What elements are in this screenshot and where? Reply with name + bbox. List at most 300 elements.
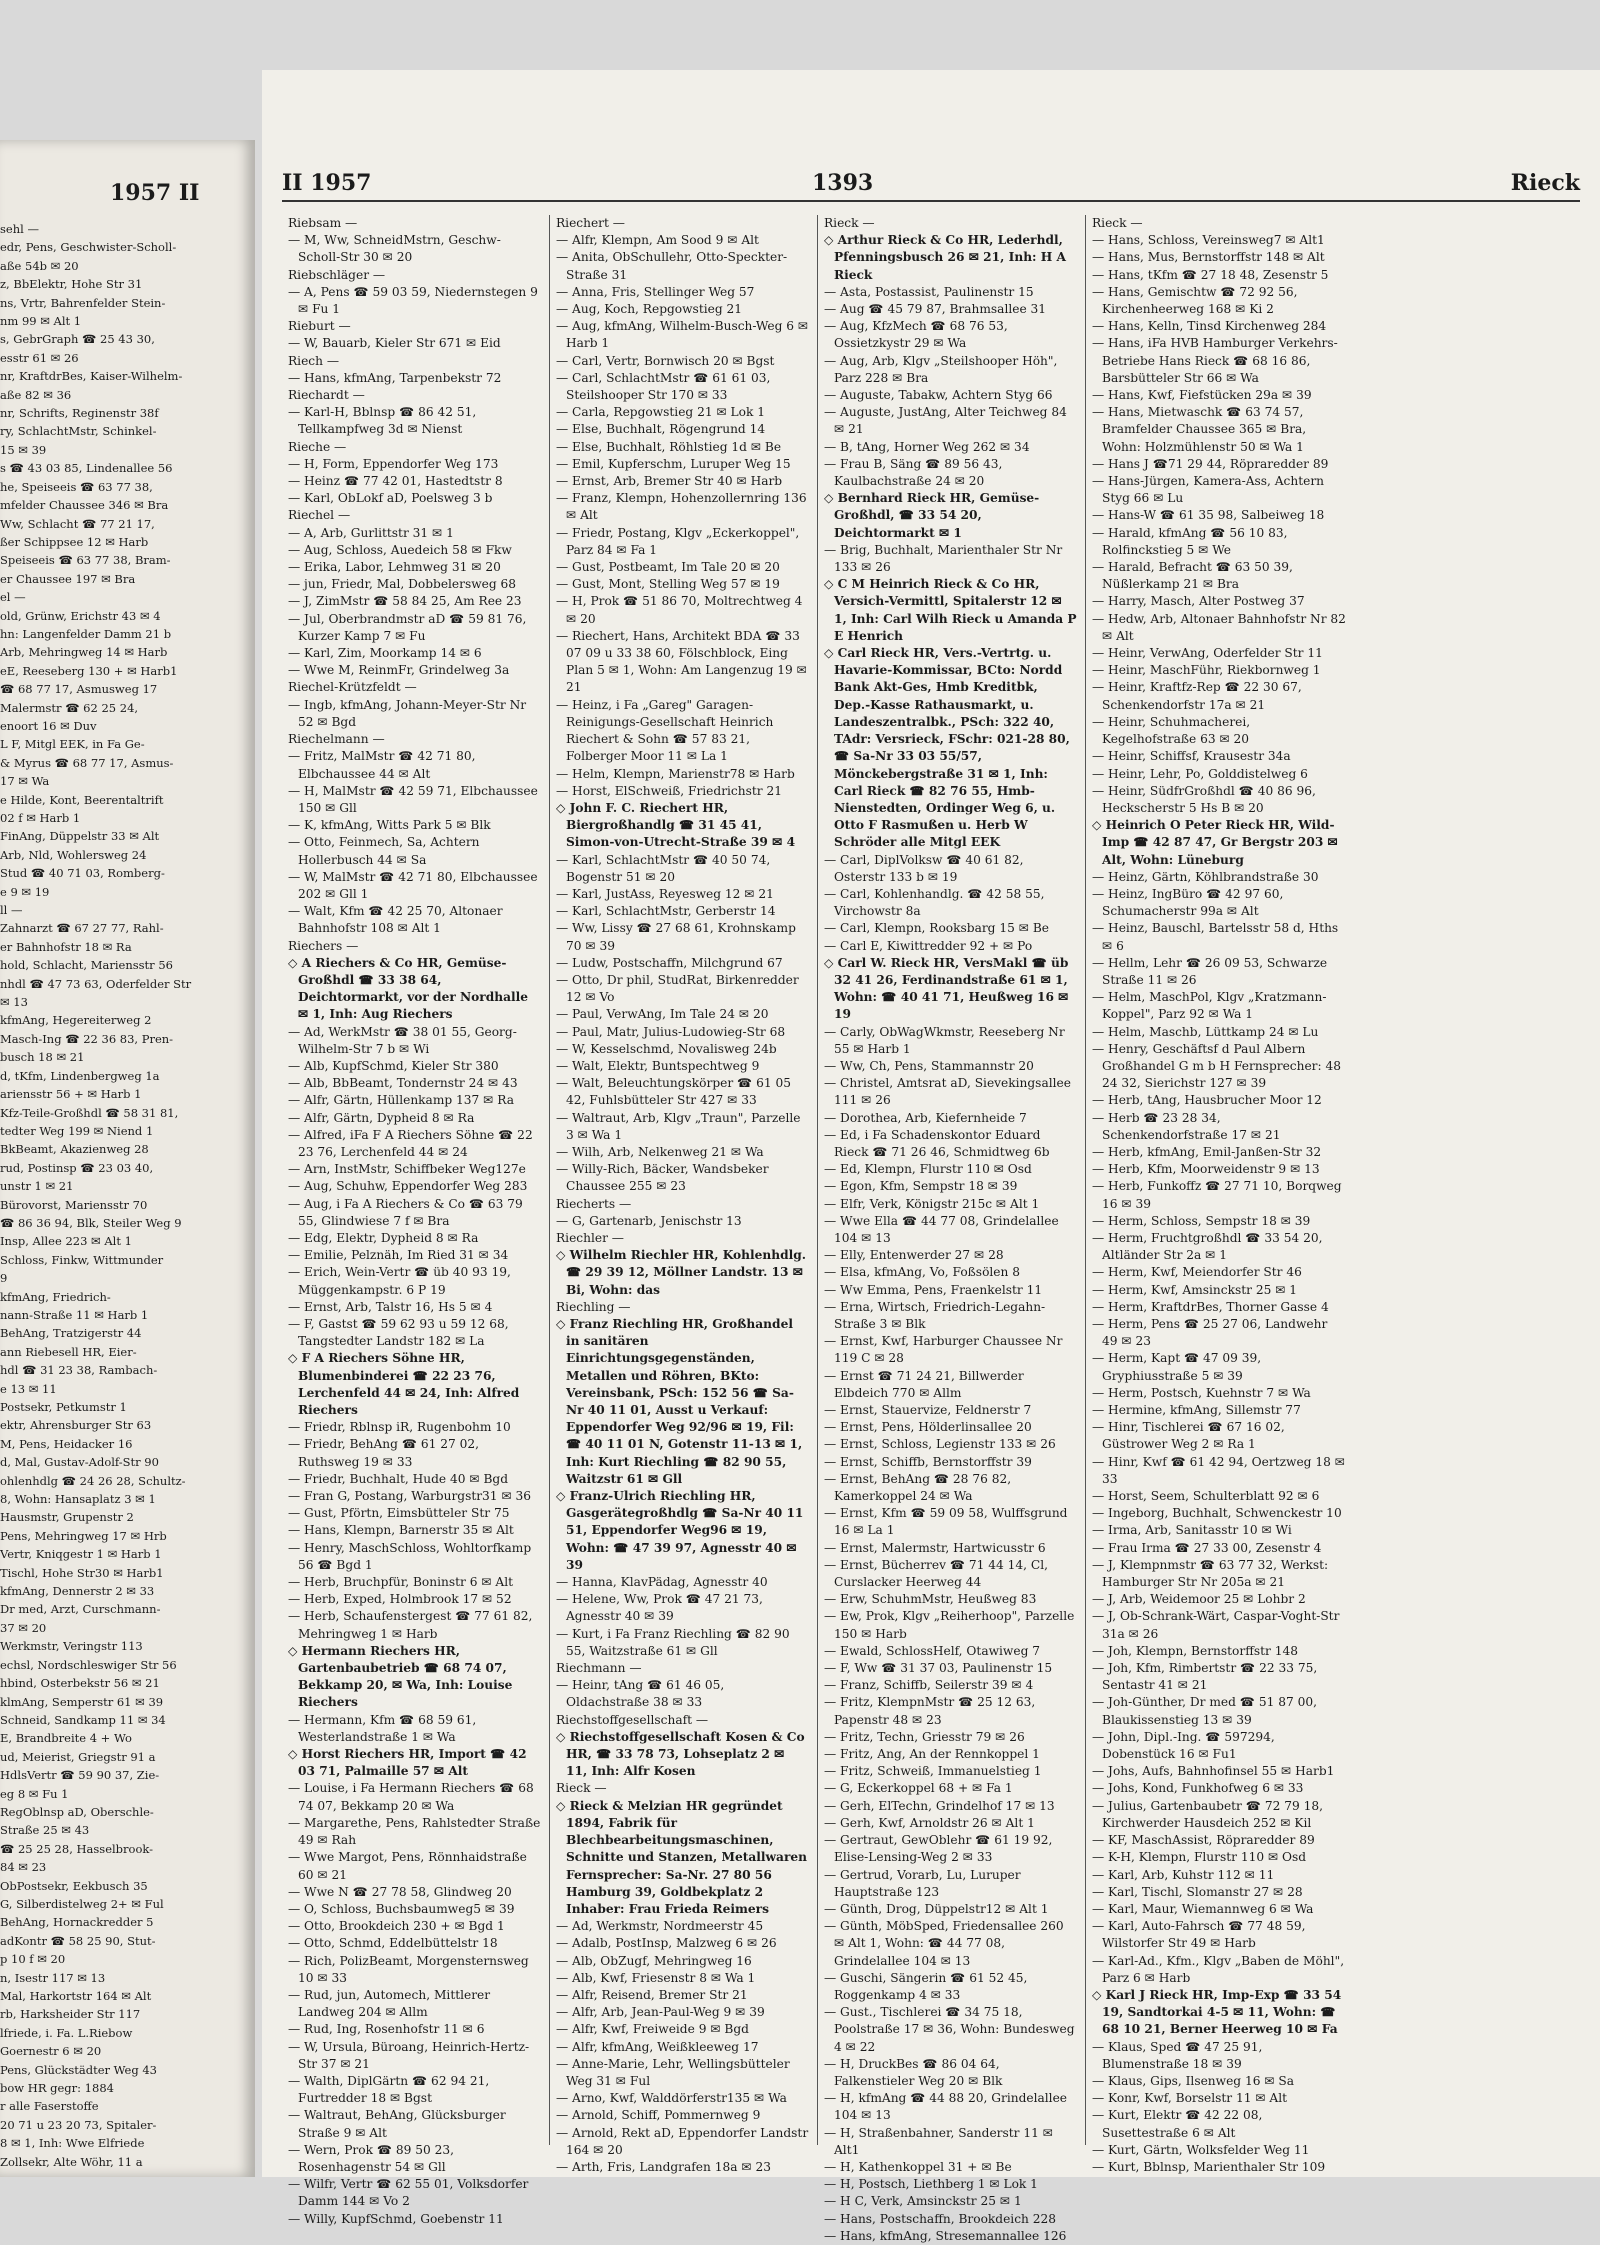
directory-entry: — Ww, Ch, Pens, Stammannstr 20 <box>824 1058 1034 1073</box>
directory-column-4 <box>1086 215 1354 2174</box>
directory-entry-firm: ◇ Wilhelm Riechler HR, Kohlenhdlg. ☎ 29 39 12, Möllner Landstr. 13 ✉ Bi, Wohn: das <box>556 1248 807 1297</box>
directory-entry-firm: ◇ A Riechers & Co HR, Gemüse-Großhdl ☎ 33 38 64, Deichtormarkt, vor der Nordhalle ✉ 1, Inh: Aug Riechers <box>288 955 528 1022</box>
directory-surname-heading: Riechel — <box>288 508 351 523</box>
directory-entry: — Erw, SchuhmMstr, Heußweg 83 <box>824 1592 1037 1607</box>
directory-entry: — Henry, MaschSchloss, Wohltorfkamp 56 ☎ Bgd 1 <box>288 1540 532 1572</box>
directory-entry-firm: ◇ C M Heinrich Rieck & Co HR, Versich-Vermittl, Spitalerstr 12 ✉ 1, Inh: Carl Wilh Rieck u Amanda P E Henrich <box>824 577 1077 643</box>
left-page-line: p 10 f ✉ 20 <box>0 1952 66 1967</box>
directory-entry: — Gust, Pförtn, Eimsbütteler Str 75 <box>288 1506 510 1521</box>
directory-entry: — Gertraut, GewOblehr ☎ 61 19 92, Elise-Lensing-Weg 2 ✉ 33 <box>824 1833 1053 1865</box>
directory-entry: — Fritz, Techn, Griesstr 79 ✉ 26 <box>824 1729 1025 1744</box>
directory-entry: — Helm, MaschPol, Klgv „Kratzmann-Koppel", Parz 92 ✉ Wa 1 <box>1092 990 1327 1022</box>
left-page-line: Zollsekr, Alte Wöhr, 11 a <box>0 2154 143 2169</box>
directory-entry: — Aug, kfmAng, Wilhelm-Busch-Weg 6 ✉ Harb 1 <box>556 319 809 351</box>
directory-entry: — H, kfmAng ☎ 44 88 20, Grindelallee 104 ✉ 13 <box>824 2091 1068 2123</box>
directory-entry: — Horst, Seem, Schulterblatt 92 ✉ 6 <box>1092 1489 1320 1504</box>
directory-entry-firm: ◇ John F. C. Riechert HR, Biergroßhandlg ☎ 31 45 41, Simon-von-Utrecht-Straße 39 ✉ 4 <box>556 800 796 850</box>
directory-entry: — B, tAng, Horner Weg 262 ✉ 34 <box>824 439 1030 454</box>
directory-entry: — Hans, iFa HVB Hamburger Verkehrs-Betriebe Hans Rieck ☎ 68 16 86, Barsbütteler Str 66 ✉ Wa <box>1092 336 1338 385</box>
left-page-line: 9 <box>0 1271 8 1286</box>
left-page-column <box>0 220 250 2171</box>
directory-surname-heading: Rieche — <box>288 439 347 454</box>
directory-entry: — Walt, Elektr, Buntspechtweg 9 <box>556 1058 760 1073</box>
left-page-line: ☎ 25 25 28, Hasselbrook- <box>0 1841 154 1856</box>
left-page-line: s ☎ 43 03 85, Lindenallee 56 <box>0 461 173 476</box>
directory-entry: — Hans, Mietwaschk ☎ 63 74 57, Bramfelder Chaussee 365 ✉ Bra, Wohn: Holzmühlenstr 50 ✉ Wa 1 <box>1092 405 1307 454</box>
directory-entry: — Ernst, Stauervize, Feldnerstr 7 <box>824 1403 1032 1418</box>
left-page-line: Schloss, Finkw, Wittmunder <box>0 1252 164 1267</box>
directory-entry: — Herb, Schaufenstergest ☎ 77 61 82, Mehringweg 1 ✉ Harb <box>288 1609 533 1641</box>
directory-entry: — Gust, Postbeamt, Im Tale 20 ✉ 20 <box>556 560 780 575</box>
directory-entry: — Arnold, Schiff, Pommernweg 9 <box>556 2108 761 2123</box>
directory-entry: — Carly, ObWagWkmstr, Reeseberg Nr 55 ✉ Harb 1 <box>824 1024 1065 1056</box>
directory-entry: — Arth, Fris, Landgrafen 18a ✉ 23 <box>556 2159 771 2174</box>
directory-entry: — Heinr, Schiffsf, Krausestr 34a <box>1092 749 1291 764</box>
directory-entry: — F, Ww ☎ 31 37 03, Paulinenstr 15 <box>824 1661 1053 1676</box>
directory-entry: — Willy, KupfSchmd, Goebenstr 11 <box>288 2211 504 2226</box>
left-page-line: d, Mal, Gustav-Adolf-Str 90 <box>0 1455 159 1470</box>
directory-entry: — O, Schloss, Buchsbaumweg5 ✉ 39 <box>288 1901 515 1916</box>
left-page-line: el — <box>0 590 26 605</box>
directory-entry: — Egon, Kfm, Sempstr 18 ✉ 39 <box>824 1179 1018 1194</box>
left-page-line: tedter Weg 199 ✉ Niend 1 <box>0 1123 154 1138</box>
directory-entry: — Hans J ☎71 29 44, Röpraredder 89 <box>1092 456 1329 471</box>
directory-entry: — Waltraut, Arb, Klgv „Traun", Parzelle 3 ✉ Wa 1 <box>556 1110 801 1142</box>
left-page-line: ann Riebesell HR, Eier- <box>0 1344 137 1359</box>
directory-entry: — Herm, Schloss, Sempstr 18 ✉ 39 <box>1092 1213 1311 1228</box>
left-page-line: Pens, Mehringweg 17 ✉ Hrb <box>0 1528 167 1543</box>
left-page-line: FinAng, Düppelstr 33 ✉ Alt <box>0 829 160 844</box>
directory-entry: — Ernst, Bücherrev ☎ 71 44 14, Cl, Curslacker Heerweg 44 <box>824 1557 1049 1590</box>
directory-entry: — Herb, Bruchpfür, Boninstr 6 ✉ Alt <box>288 1575 514 1590</box>
directory-surname-heading: Rieck — <box>556 1781 607 1796</box>
directory-entry: — Hermine, kfmAng, Sillemstr 77 <box>1092 1403 1301 1418</box>
left-page-line: 8, Wohn: Hansaplatz 3 ✉ 1 <box>0 1492 156 1507</box>
directory-entry: — Brig, Buchhalt, Marienthaler Str Nr 133 ✉ 26 <box>824 542 1063 575</box>
directory-entry: — Ad, Werkmstr, Nordmeerstr 45 <box>556 1919 764 1934</box>
directory-entry: — Aug, Schloss, Auedeich 58 ✉ Fkw <box>288 542 512 557</box>
directory-entry: — Elfr, Verk, Königstr 215c ✉ Alt 1 <box>824 1196 1040 1211</box>
directory-entry: — J, ZimMstr ☎ 58 84 25, Am Ree 23 <box>288 594 522 609</box>
directory-columns <box>282 215 1582 2243</box>
directory-entry: — H, Kathenkoppel 31 + ✉ Be <box>824 2159 1012 2174</box>
directory-entry: — G, Gartenarb, Jenischstr 13 <box>556 1213 742 1228</box>
directory-entry: — Friedr, Rblnsp iR, Rugenbohm 10 <box>288 1420 511 1435</box>
left-page-line: 37 ✉ 20 <box>0 1620 47 1635</box>
left-page-line: klmAng, Semperstr 61 ✉ 39 <box>0 1694 164 1709</box>
directory-entry: — Hans, Mus, Bernstorffstr 148 ✉ Alt <box>1092 250 1325 265</box>
directory-entry: — Guschi, Sängerin ☎ 61 52 45, Roggenkamp 4 ✉ 33 <box>824 1970 1028 2002</box>
left-page-line: & Myrus ☎ 68 77 17, Asmus- <box>0 755 174 770</box>
directory-surname-heading: Riechelmann — <box>288 732 385 747</box>
directory-entry-firm: ◇ Hermann Riechers HR, Gartenbaubetrieb ☎ 68 74 07, Bekkamp 20, ✉ Wa, Inh: Louise Riechers <box>288 1643 513 1710</box>
directory-entry: — Ernst, BehAng ☎ 28 76 82, Kamerkoppel 24 ✉ Wa <box>824 1471 1012 1504</box>
directory-entry: — Arno, Kwf, Walddörferstr135 ✉ Wa <box>556 2091 787 2106</box>
directory-entry: — A, Arb, Gurlittstr 31 ✉ 1 <box>288 525 454 540</box>
left-page-line: er Bahnhofstr 18 ✉ Ra <box>0 939 132 954</box>
directory-entry: — K, kfmAng, Witts Park 5 ✉ Blk <box>288 818 491 833</box>
directory-entry: — Günth, Drog, Düppelstr12 ✉ Alt 1 <box>824 1901 1049 1916</box>
directory-entry: — Anna, Fris, Stellinger Weg 57 <box>556 284 755 299</box>
directory-entry: — Julius, Gartenbaubetr ☎ 72 79 18, Kirchwerder Hausdeich 252 ✉ Kil <box>1092 1798 1323 1830</box>
directory-entry: — Heinr, Schuhmacherei, Kegelhofstraße 63 ✉ 20 <box>1092 714 1251 747</box>
directory-entry: — Johs, Kond, Funkhofweg 6 ✉ 33 <box>1092 1781 1304 1796</box>
directory-entry: — Auguste, JustAng, Alter Teichweg 84 ✉ 21 <box>824 405 1067 437</box>
directory-surname-heading: Riebschläger — <box>288 267 386 282</box>
left-page-line: Vertr, Kniqgestr 1 ✉ Harb 1 <box>0 1547 162 1562</box>
directory-entry-firm: ◇ Karl J Rieck HR, Imp-Exp ☎ 33 54 19, Sandtorkai 4-5 ✉ 11, Wohn: ☎ 68 10 21, Berner Heerweg 10 ✉ Fa <box>1092 1987 1342 2037</box>
directory-entry: — Hinr, Tischlerei ☎ 67 16 02, Güstrower Weg 2 ✉ Ra 1 <box>1092 1420 1285 1452</box>
directory-surname-heading: Riechstoffgesellschaft — <box>556 1712 709 1727</box>
directory-entry: — Franz, Klempn, Hohenzollernring 136 ✉ Alt <box>556 491 807 523</box>
left-page-line: ObPostsekr, Eekbusch 35 <box>0 1878 148 1893</box>
directory-entry: — Ernst, Pens, Hölderlinsallee 20 <box>824 1420 1032 1435</box>
left-page-line: ll — <box>0 903 23 918</box>
left-page-line: kfmAng, Friedrich- <box>0 1289 111 1304</box>
directory-entry: — Aug, Koch, Repgowstieg 21 <box>556 302 743 317</box>
left-page <box>0 140 255 2177</box>
directory-entry: — KF, MaschAssist, Röpraredder 89 <box>1092 1833 1315 1848</box>
directory-entry: — Karl-Ad., Kfm., Klgv „Baben de Möhl", Parz 6 ✉ Harb <box>1092 1953 1345 1985</box>
directory-entry: — Herm, Pens ☎ 25 27 06, Landwehr 49 ✉ 23 <box>1092 1317 1328 1349</box>
running-header <box>282 170 1580 202</box>
directory-entry: — Herb, Funkoffz ☎ 27 71 10, Borqweg 16 ✉ 39 <box>1092 1179 1342 1211</box>
directory-entry: — Heinz, IngBüro ☎ 42 97 60, Schumacherstr 99a ✉ Alt <box>1092 886 1284 919</box>
left-page-line: L F, Mitgl EEK, in Fa Ge- <box>0 737 145 752</box>
left-page-line: Zahnarzt ☎ 67 27 77, Rahl- <box>0 921 164 936</box>
left-page-line: RegOblnsp aD, Oberschle- <box>0 1804 154 1819</box>
directory-entry-firm: ◇ Franz Riechling HR, Großhandel in sanitären Einrichtungsgegenständen, Metallen und Röhren, BKto: Vereinsbank, PSch: 152 56 ☎ Sa-Nr 40 11 01, Ausst u Verkauf: Eppendorfer Weg 92/96 ✉ 19, Fil: ☎ 40 11 01 N, Gotenstr 11-13 ✉ 1, Inh: Kurt Riechling ☎ 82 90 55, Waitzstr 61 ✉ Gll <box>556 1317 803 1486</box>
directory-entry: — Aug, KfzMech ☎ 68 76 53, Ossietzkystr 29 ✉ Wa <box>824 319 1008 351</box>
directory-entry: — Gerh, Kwf, Arnoldstr 26 ✉ Alt 1 <box>824 1815 1035 1830</box>
directory-entry: — Gust., Tischlerei ☎ 34 75 18, Poolstraße 17 ✉ 36, Wohn: Bundesweg 4 ✉ 22 <box>824 2005 1075 2054</box>
directory-entry-firm: ◇ Rieck & Melzian HR gegründet 1894, Fabrik für Blechbearbeitungsmaschinen, Schnitte und Stanzen, Metallwaren Fernsprecher: Sa-Nr. 27 80 56 Hamburg 39, Goldbekplatz 2 Inhaber: Frau Frieda Reimers <box>556 1798 807 1916</box>
left-page-line: 17 ✉ Wa <box>0 774 50 789</box>
left-page-line: hbind, Osterbekstr 56 ✉ 21 <box>0 1676 160 1691</box>
directory-entry: — Fritz, KlempnMstr ☎ 25 12 63, Papenstr 48 ✉ 23 <box>824 1695 1036 1727</box>
directory-entry: — Gertrud, Vorarb, Lu, Luruper Hauptstraße 123 <box>824 1867 1021 1899</box>
directory-entry: — W, Bauarb, Kieler Str 671 ✉ Eid <box>288 336 501 351</box>
directory-entry: — Ed, Klempn, Flurstr 110 ✉ Osd <box>824 1162 1032 1177</box>
left-page-line: rud, Postinsp ☎ 23 03 40, <box>0 1160 154 1175</box>
directory-entry: — J, Klempnmstr ☎ 63 77 32, Werkst: Hamburger Str Nr 205a ✉ 21 <box>1092 1557 1329 1590</box>
directory-entry: — Emilie, Pelznäh, Im Ried 31 ✉ 34 <box>288 1248 509 1263</box>
directory-entry: — Ingb, kfmAng, Johann-Meyer-Str Nr 52 ✉ Bgd <box>288 697 527 729</box>
left-page-line: nm 99 ✉ Alt 1 <box>0 314 82 329</box>
left-page-line: aße 82 ✉ 36 <box>0 387 72 402</box>
directory-entry: — Anita, ObSchullehr, Otto-Speckter-Straße 31 <box>556 250 788 282</box>
directory-entry: — H, Straßenbahner, Sanderstr 11 ✉ Alt1 <box>824 2125 1053 2157</box>
directory-entry: — Wilh, Arb, Nelkenweg 21 ✉ Wa <box>556 1144 764 1159</box>
directory-entry: — Karl-H, Bblnsp ☎ 86 42 51, Tellkampfweg 3d ✉ Nienst <box>288 405 477 437</box>
directory-entry: — Ernst ☎ 71 24 21, Billwerder Elbdeich 770 ✉ Allm <box>824 1368 1024 1400</box>
directory-surname-heading: Rieck — <box>1092 216 1143 230</box>
left-page-line: 02 f ✉ Harb 1 <box>0 811 81 825</box>
directory-entry: — Karl, JustAss, Reyesweg 12 ✉ 21 <box>556 886 774 901</box>
directory-entry: — Alfr, Gärtn, Hüllenkamp 137 ✉ Ra <box>288 1093 514 1108</box>
left-page-line: n, Isestr 117 ✉ 13 <box>0 1970 106 1985</box>
left-page-line: ud, Meierist, Griegstr 91 a <box>0 1749 156 1764</box>
directory-entry: — Rud, Ing, Rosenhofstr 11 ✉ 6 <box>288 2022 485 2037</box>
directory-entry: — Erich, Wein-Vertr ☎ üb 40 93 19, Müggenkampstr. 6 P 19 <box>288 1265 511 1297</box>
directory-surname-heading: Riechel-Krützfeldt — <box>288 680 417 695</box>
left-page-line: Mal, Harkortstr 164 ✉ Alt <box>0 1989 152 2003</box>
left-page-line: Arb, Nld, Wohlersweg 24 <box>0 847 147 862</box>
directory-entry: — Ludw, Postschaffn, Milchgrund 67 <box>556 955 783 970</box>
directory-entry: — W, Kesselschmd, Novalisweg 24b <box>556 1041 777 1056</box>
directory-entry-firm: ◇ Bernhard Rieck HR, Gemüse-Großhdl, ☎ 33 54 20, Deichtormarkt ✉ 1 <box>824 491 1040 540</box>
left-page-line: nhdl ☎ 47 73 63, Oderfelder Str <box>0 976 192 991</box>
left-page-line: Speiseeis ☎ 63 77 38, Bram- <box>0 553 171 568</box>
left-page-line: hn: Langenfelder Damm 21 b <box>0 626 172 641</box>
left-page-line: Pens, Glückstädter Weg 43 <box>0 2062 157 2077</box>
directory-entry: — Friedr, Postang, Klgv „Eckerkoppel", Parz 84 ✉ Fa 1 <box>556 525 800 557</box>
directory-entry: — Louise, i Fa Hermann Riechers ☎ 68 74 07, Bekkamp 20 ✉ Wa <box>288 1781 534 1813</box>
directory-entry: — Otto, Feinmech, Sa, Achtern Hollerbusch 44 ✉ Sa <box>288 835 480 867</box>
directory-entry: — Hans, tKfm ☎ 27 18 48, Zesenstr 5 <box>1092 267 1329 282</box>
directory-entry: — Friedr, Buchhalt, Hude 40 ✉ Bgd <box>288 1471 509 1486</box>
directory-entry: — H C, Verk, Amsinckstr 25 ✉ 1 <box>824 2194 1022 2209</box>
directory-entry: — Auguste, Tabakw, Achtern Styg 66 <box>824 388 1053 403</box>
left-page-line: ariensstr 56 + ✉ Harb 1 <box>0 1087 142 1102</box>
directory-entry: — Paul, VerwAng, Im Tale 24 ✉ 20 <box>556 1007 769 1022</box>
left-page-line: d, tKfm, Lindenbergweg 1a <box>0 1068 160 1083</box>
directory-entry: — Heinr, SüdfrGroßhdl ☎ 40 86 96, Heckscherstr 5 Hs B ✉ 20 <box>1092 783 1316 815</box>
directory-entry: — Hinr, Kwf ☎ 61 42 94, Oertzweg 18 ✉ 33 <box>1092 1454 1345 1486</box>
directory-column-2 <box>550 215 818 2174</box>
left-page-line: r alle Faserstoffe <box>0 2099 99 2114</box>
directory-entry: — Hans, kfmAng, Tarpenbekstr 72 <box>288 370 502 385</box>
left-page-line: Dr med, Arzt, Curschmann- <box>0 1602 161 1617</box>
directory-entry: — Emil, Kupferschm, Luruper Weg 15 <box>556 456 791 471</box>
directory-entry: — Otto, Schmd, Eddelbüttelstr 18 <box>288 1936 498 1951</box>
directory-entry: — Rud, jun, Automech, Mittlerer Landweg 204 ✉ Allm <box>288 1987 491 2020</box>
left-page-line: lfriede, i. Fa. L.Riebow <box>0 2025 133 2040</box>
directory-entry: — Aug, Arb, Klgv „Steilshooper Höh", Parz 228 ✉ Bra <box>824 353 1058 385</box>
directory-entry: — Else, Buchhalt, Röhlstieg 1d ✉ Be <box>556 439 782 454</box>
directory-entry: — Alb, Kwf, Friesenstr 8 ✉ Wa 1 <box>556 1970 756 1985</box>
directory-surname-heading: Riechers — <box>288 938 359 953</box>
directory-entry: — Hans, Postschaffn, Brookdeich 228 <box>824 2211 1057 2226</box>
left-page-line: kfmAng, Hegereiterweg 2 <box>0 1013 152 1028</box>
directory-entry: — Carl, DiplVolksw ☎ 40 61 82, Osterstr 133 b ✉ 19 <box>824 852 1024 884</box>
left-page-line: 8 ✉ 1, Inh: Wwe Elfriede <box>0 2136 145 2151</box>
directory-entry: — Jul, Oberbrandmstr aD ☎ 59 81 76, Kurzer Kamp 7 ✉ Fu <box>288 611 527 643</box>
directory-entry: — Joh, Klempn, Bernstorffstr 148 <box>1092 1643 1298 1658</box>
directory-entry: — Aug, Schuhw, Eppendorfer Weg 283 <box>288 1179 528 1194</box>
directory-entry: — Harald, Befracht ☎ 63 50 39, Nüßlerkamp 21 ✉ Bra <box>1092 560 1293 592</box>
left-page-line: Arb, Mehringweg 14 ✉ Harb <box>0 645 168 660</box>
directory-entry: — M, Ww, SchneidMstrn, Geschw-Scholl-Str 30 ✉ 20 <box>288 233 501 265</box>
directory-entry: — Hans, Kelln, Tinsd Kirchenweg 284 <box>1092 319 1327 334</box>
left-page-line: aße 54b ✉ 20 <box>0 258 79 273</box>
directory-entry: — Alfr, Reisend, Bremer Str 21 <box>556 1987 748 2002</box>
page-number: 1393 <box>812 170 874 196</box>
left-page-line: esstr 61 ✉ 26 <box>0 350 79 365</box>
directory-entry: — Arnold, Rekt aD, Eppendorfer Landstr 164 ✉ 20 <box>556 2125 809 2157</box>
directory-entry: — Walt, Beleuchtungskörper ☎ 61 05 42, Fuhlsbütteler Str 427 ✉ 33 <box>556 1076 792 1108</box>
left-page-line: hdl ☎ 31 23 38, Rambach- <box>0 1363 158 1378</box>
directory-entry: — Herm, KraftdrBes, Thorner Gasse 4 <box>1092 1299 1329 1314</box>
left-page-line: rb, Harksheider Str 117 <box>0 2007 141 2022</box>
directory-entry: — Karl, Tischl, Slomanstr 27 ✉ 28 <box>1092 1884 1303 1899</box>
directory-entry-firm: ◇ F A Riechers Söhne HR, Blumenbinderei ☎ 22 23 76, Lerchenfeld 44 ✉ 24, Inh: Alfred Riechers <box>288 1351 520 1418</box>
directory-entry: — John, Dipl.-Ing. ☎ 597294, Dobenstück 16 ✉ Fu1 <box>1092 1729 1275 1762</box>
directory-entry: — Heinr, tAng ☎ 61 46 05, Oldachstraße 38 ✉ 33 <box>556 1678 725 1710</box>
left-page-line: Stud ☎ 40 71 03, Romberg- <box>0 866 165 881</box>
directory-entry-firm: ◇ Carl Rieck HR, Vers.-Vertrtg. u. Havarie-Kommissar, BCto: Nordd Bank Akt-Ges, Hmb Kreditbk, Dep.-Kasse Rathausmarkt, u. Landeszentralbk., PSch: 322 40, TAdr: Versrieck, FSchr: 021-28 80, ☎ Sa-Nr 33 03 55/57, Mönckebergstraße 31 ✉ 1, Inh: Carl Rieck ☎ 82 76 55, Hmb-Nienstedten, Ordinger Weg 6, u. Otto F Rasmußen u. Herb W Schröder alle Mitgl EEK <box>824 646 1070 850</box>
directory-entry: — Heinz, Bauschl, Bartelsstr 58 d, Hths ✉ 6 <box>1092 921 1339 953</box>
directory-entry: — Karl, Zim, Moorkamp 14 ✉ 6 <box>288 646 482 661</box>
left-page-line: ☎ 68 77 17, Asmusweg 17 <box>0 682 158 697</box>
left-page-line: 15 ✉ 39 <box>0 442 47 457</box>
directory-entry: — Alfr, Gärtn, Dypheid 8 ✉ Ra <box>288 1110 475 1125</box>
directory-entry: — Hans, Gemischtw ☎ 72 92 56, Kirchenheerweg 168 ✉ Ki 2 <box>1092 284 1298 317</box>
directory-entry-firm: ◇ Franz-Ulrich Riechling HR, Gasgerätegroßhdlg ☎ Sa-Nr 40 11 51, Eppendorfer Weg96 ✉ 19, Wohn: ☎ 47 39 97, Agnesstr 40 ✉ 39 <box>556 1489 804 1572</box>
left-page-line: Kfz-Teile-Großhdl ☎ 58 31 81, <box>0 1105 179 1120</box>
directory-entry: — Heinz ☎ 77 42 01, Hastedtstr 8 <box>288 474 503 489</box>
directory-entry: — H, DruckBes ☎ 86 04 64, Falkenstieler Weg 20 ✉ Blk <box>824 2056 1003 2088</box>
left-page-line: BehAng, Hornackredder 5 <box>0 1915 154 1930</box>
directory-entry: — Carla, Repgowstieg 21 ✉ Lok 1 <box>556 405 766 420</box>
directory-entry: — Adalb, PostInsp, Malzweg 6 ✉ 26 <box>556 1936 777 1951</box>
directory-surname-heading: Riechardt — <box>288 388 365 403</box>
directory-entry: — Kurt, Gärtn, Wolksfelder Weg 11 <box>1092 2142 1310 2157</box>
directory-entry: — Hanna, KlavPädag, Agnesstr 40 <box>556 1575 768 1590</box>
left-page-line: he, Speiseeis ☎ 63 77 38, <box>0 479 153 494</box>
directory-surname-heading: Rieck — <box>824 216 875 230</box>
left-page-line: Masch-Ing ☎ 22 36 83, Pren- <box>0 1031 174 1046</box>
directory-entry: — Karl, ObLokf aD, Poelsweg 3 b <box>288 491 493 506</box>
directory-entry: — Ewald, SchlossHelf, Otawiweg 7 <box>824 1643 1040 1658</box>
directory-entry: — Klaus, Sped ☎ 47 25 91, Blumenstraße 18 ✉ 39 <box>1092 2039 1263 2071</box>
directory-entry: — Karl, SchlachtMstr ☎ 40 50 74, Bogenstr 51 ✉ 20 <box>556 852 771 884</box>
left-page-line: ✉ 13 <box>0 995 28 1010</box>
directory-surname-heading: Riebsam — <box>288 216 358 230</box>
left-page-line: e Hilde, Kont, Beerentaltrift <box>0 792 164 807</box>
directory-entry: — Edg, Elektr, Dypheid 8 ✉ Ra <box>288 1230 479 1245</box>
left-page-line: busch 18 ✉ 21 <box>0 1050 85 1065</box>
directory-entry: — Arn, InstMstr, Schiffbeker Weg127e <box>288 1162 526 1177</box>
directory-entry: — Walt, Kfm ☎ 42 25 70, Altonaer Bahnhofstr 108 ✉ Alt 1 <box>288 904 503 936</box>
directory-entry: — Otto, Dr phil, StudRat, Birkenredder 12 ✉ Vo <box>556 972 799 1005</box>
left-page-line: Postsekr, Petkumstr 1 <box>0 1400 127 1414</box>
left-page-line: M, Pens, Heidacker 16 <box>0 1436 133 1451</box>
directory-entry: — Hans-W ☎ 61 35 98, Salbeiweg 18 <box>1092 508 1325 523</box>
directory-entry: — H, Form, Eppendorfer Weg 173 <box>288 456 499 471</box>
directory-surname-heading: Riecherts — <box>556 1196 632 1211</box>
directory-entry: — Elly, Entenwerder 27 ✉ 28 <box>824 1248 1004 1263</box>
directory-entry: — Ernst, Schloss, Legienstr 133 ✉ 26 <box>824 1437 1056 1452</box>
directory-entry: — Ernst, Kfm ☎ 59 09 58, Wulffsgrund 16 ✉ La 1 <box>824 1506 1068 1538</box>
left-page-line: Werkmstr, Veringstr 113 <box>0 1639 143 1654</box>
left-page-line: adKontr ☎ 58 25 90, Stut- <box>0 1933 156 1948</box>
directory-entry: — Erika, Labor, Lehmweg 31 ✉ 20 <box>288 560 501 575</box>
left-page-line: nann-Straße 11 ✉ Harb 1 <box>0 1307 149 1322</box>
left-page-line: 84 ✉ 23 <box>0 1860 47 1875</box>
left-page-line: bow HR gegr: 1884 <box>0 2081 114 2096</box>
directory-entry: — Gerh, ElTechn, Grindelhof 17 ✉ 13 <box>824 1798 1055 1813</box>
directory-entry: — Alb, KupfSchmd, Kieler Str 380 <box>288 1058 499 1073</box>
directory-entry: — Frau B, Säng ☎ 89 56 43, Kaulbachstraße 24 ✉ 20 <box>824 456 1003 489</box>
left-page-line: ☎ 86 36 94, Blk, Steiler Weg 9 <box>0 1215 182 1230</box>
directory-entry: — Alfr, kfmAng, Weißkleeweg 17 <box>556 2039 759 2054</box>
directory-column-1 <box>282 215 550 2226</box>
left-page-line: Hausmstr, Grupenstr 2 <box>0 1510 134 1525</box>
left-page-line: Ww, Schlacht ☎ 77 21 17, <box>0 516 155 531</box>
directory-entry: — Hans, Kwf, Fiefstücken 29a ✉ 39 <box>1092 388 1312 403</box>
directory-surname-heading: Riechert — <box>556 216 625 230</box>
directory-entry: — Hans, Klempn, Barnerstr 35 ✉ Alt <box>288 1523 514 1538</box>
directory-entry: — G, Eckerkoppel 68 + ✉ Fa 1 <box>824 1781 1013 1796</box>
left-page-line: BehAng, Tratzigerstr 44 <box>0 1326 142 1341</box>
directory-entry: — Alfr, Arb, Jean-Paul-Weg 9 ✉ 39 <box>556 2005 765 2020</box>
left-page-line: 20 71 u 23 20 73, Spitaler- <box>0 2117 157 2132</box>
directory-entry: — Waltraut, BehAng, Glücksburger Straße 9 ✉ Alt <box>288 2108 506 2140</box>
directory-entry: — Ernst, Arb, Talstr 16, Hs 5 ✉ 4 <box>288 1299 493 1314</box>
directory-entry: — Friedr, BehAng ☎ 61 27 02, Ruthsweg 19 ✉ 33 <box>288 1437 480 1469</box>
directory-entry: — Carl, Vertr, Bornwisch 20 ✉ Bgst <box>556 353 775 368</box>
left-page-line: edr, Pens, Geschwister-Scholl- <box>0 240 177 255</box>
directory-entry: — Joh, Kfm, Rimbertstr ☎ 22 33 75, Sentastr 41 ✉ 21 <box>1092 1661 1318 1693</box>
directory-entry: — Rich, PolizBeamt, Morgensternsweg 10 ✉ 33 <box>288 1953 529 1985</box>
left-page-line: G, Silberdistelweg 2+ ✉ Ful <box>0 1896 164 1911</box>
left-page-line: ohlenhdlg ☎ 24 26 28, Schultz- <box>0 1473 186 1488</box>
left-page-line: Tischl, Hohe Str30 ✉ Harb1 <box>0 1565 164 1580</box>
directory-entry: — H, Prok ☎ 51 86 70, Moltrechtweg 4 ✉ 20 <box>556 594 803 626</box>
directory-entry: — Kurt, Bblnsp, Marienthaler Str 109 <box>1092 2159 1326 2174</box>
directory-entry: — Fran G, Postang, Warburgstr31 ✉ 36 <box>288 1489 532 1504</box>
directory-entry: — Wwe Margot, Pens, Rönnhaidstraße 60 ✉ 21 <box>288 1850 527 1882</box>
directory-entry: — Heinr, Kraftfz-Rep ☎ 22 30 67, Schenkendorfstr 17a ✉ 21 <box>1092 680 1302 712</box>
directory-entry: — Ww Emma, Pens, Fraenkelstr 11 <box>824 1282 1043 1297</box>
directory-entry: — Joh-Günther, Dr med ☎ 51 87 00, Blaukissenstieg 13 ✉ 39 <box>1092 1695 1317 1727</box>
left-page-line: ns, Vrtr, Bahrenfelder Stein- <box>0 295 166 310</box>
directory-entry: — Fritz, MalMstr ☎ 42 71 80, Elbchaussee 44 ✉ Alt <box>288 749 476 781</box>
left-page-line: kfmAng, Dennerstr 2 ✉ 33 <box>0 1584 155 1599</box>
left-page-line: e 13 ✉ 11 <box>0 1381 57 1396</box>
directory-entry: — Carl E, Kiwittredder 92 + ✉ Po <box>824 938 1033 953</box>
left-page-line: enoort 16 ✉ Duv <box>0 718 97 733</box>
left-page-line: old, Grünw, Erichstr 43 ✉ 4 <box>0 608 161 623</box>
directory-entry: — Ed, i Fa Schadenskontor Eduard Rieck ☎ 71 26 46, Schmidtweg 6b <box>824 1127 1050 1159</box>
directory-entry: — Margarethe, Pens, Rahlstedter Straße 49 ✉ Rah <box>288 1815 541 1848</box>
left-page-line: ektr, Ahrensburger Str 63 <box>0 1418 152 1433</box>
directory-entry: — Herb ☎ 23 28 34, Schenkendorfstraße 17 ✉ 21 <box>1092 1110 1281 1142</box>
directory-entry: — Gust, Mont, Stelling Weg 57 ✉ 19 <box>556 577 780 592</box>
directory-entry: — Elsa, kfmAng, Vo, Foßsölen 8 <box>824 1265 1020 1280</box>
directory-entry: — Hedw, Arb, Altonaer Bahnhofstr Nr 82 ✉ Alt <box>1092 611 1346 643</box>
directory-entry: — Fritz, Schweiß, Immanuelstieg 1 <box>824 1764 1042 1779</box>
left-page-line: z, BbElektr, Hohe Str 31 <box>0 277 143 292</box>
directory-entry: — K-H, Klempn, Flurstr 110 ✉ Osd <box>1092 1850 1307 1865</box>
directory-entry: — Fritz, Ang, An der Rennkoppel 1 <box>824 1747 1040 1762</box>
directory-entry: — Helene, Ww, Prok ☎ 47 21 73, Agnesstr 40 ✉ 39 <box>556 1592 763 1624</box>
directory-entry: — Heinr, MaschFühr, Riekbornweg 1 <box>1092 663 1321 678</box>
directory-entry: — A, Pens ☎ 59 03 59, Niedernstegen 9 ✉ Fu 1 <box>288 284 538 317</box>
directory-entry: — Frau Irma ☎ 27 33 00, Zesenstr 4 <box>1092 1540 1322 1555</box>
directory-entry: — Wwe Ella ☎ 44 77 08, Grindelallee 104 ✉ 13 <box>824 1213 1059 1245</box>
directory-entry: — Carl, Kohlenhandlg. ☎ 42 58 55, Virchowstr 8a <box>824 886 1045 919</box>
left-page-line: s, GebrGraph ☎ 25 43 30, <box>0 332 155 347</box>
left-page-line: Bürovorst, Mariensstr 70 <box>0 1197 148 1212</box>
left-page-header: 1957 II <box>110 180 200 206</box>
directory-entry: — Irma, Arb, Sanitasstr 10 ✉ Wi <box>1092 1523 1292 1538</box>
directory-entry: — Alfr, Klempn, Am Sood 9 ✉ Alt <box>556 233 759 248</box>
directory-entry: — Herm, Kapt ☎ 47 09 39, Gryphiusstraße 5 ✉ 39 <box>1092 1351 1262 1383</box>
directory-entry: — Herm, Kwf, Amsinckstr 25 ✉ 1 <box>1092 1282 1298 1297</box>
directory-entry: — Aug, i Fa A Riechers & Co ☎ 63 79 55, Glindwiese 7 f ✉ Bra <box>288 1196 523 1228</box>
